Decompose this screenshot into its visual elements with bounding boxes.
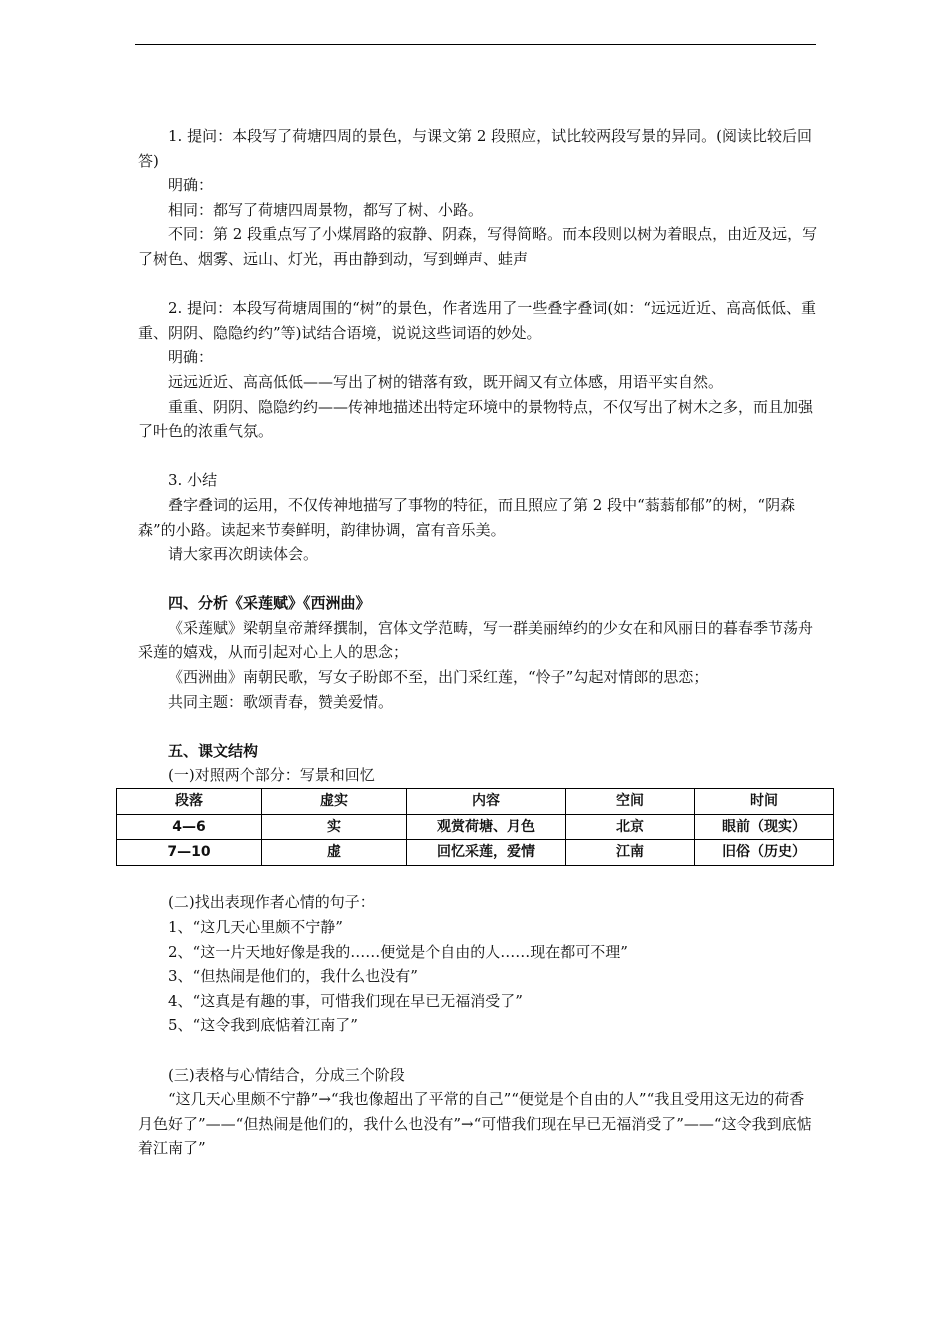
header-rule [135,44,816,45]
table-cell: 7—10 [117,840,262,866]
table-cell: 江南 [566,840,695,866]
table-header-row [117,789,834,815]
table-cell: 观赏荷塘、月色 [407,814,566,840]
table-header: 时间 [695,789,834,815]
table-row [117,840,834,866]
summary-heading: 3. 小结 [168,471,218,490]
summary-prompt: 请大家再次朗读体会。 [168,545,319,564]
answer-a: 远远近近、高高低低——写出了树的错落有致，既开阔又有立体感，用语平实自然。 [168,372,724,391]
table-header: 段落 [117,789,262,815]
summary-text: 叠字叠词的运用，不仅传神地描写了事物的特征，而且照应了第 2 段中“蓊蓊郁郁”的树，“阴森森”的小路。读起来节奏鲜明，韵律协调，富有音乐美。 [138,495,796,539]
list-item: 2、“这一片天地好像是我的……便觉是个自由的人……现在都可不理” [168,942,628,961]
subsection-1: (一)对照两个部分：写景和回忆 [168,766,375,785]
subsection-2: (二)找出表现作者心情的句子： [168,893,375,912]
table-cell: 眼前（现实） [695,814,834,840]
table-header: 内容 [407,789,566,815]
answer-diff: 不同：第 2 段重点写了小煤屑路的寂静、阴森，写得简略。而本段则以树为着眼点，由近及远，写了树色、烟雾、远山、灯光，再由静到动，写到蝉声、蛙声 [138,225,818,268]
table-row [117,814,834,840]
answer-label: 明确： [168,176,214,195]
table-cell: 旧俗（历史） [695,840,834,866]
answer-b: 重重、阴阴、隐隐约约——传神地描述出特定环境中的景物特点，不仅写出了树木之多，而且加强了叶色的浓重气氛。 [138,397,814,441]
subsection-3: (三)表格与心情结合，分成三个阶段 [168,1065,405,1084]
document-body [138,124,818,1161]
list-item: 3、“但热闹是他们的，我什么也没有” [168,967,418,986]
stages-summary: “这几天心里颇不宁静”→“我也像超出了平常的自己”“便觉是个自由的人”“我且受用这无边的荷香月色好了”——“但热闹是他们的，我什么也没有”→“可惜我们现在早已无福消受了”——“这令我到底惦着江南了” [138,1090,812,1158]
section-4-para: 《西洲曲》南朝民歌，写女子盼郎不至，出门采红莲，“怜子”勾起对情郎的思恋； [168,668,709,687]
section-5-heading: 五、课文结构 [168,741,259,760]
structure-table [116,788,834,866]
table-header: 虚实 [262,789,407,815]
list-item: 1、“这几天心里颇不宁静” [168,918,343,936]
table-cell: 实 [262,814,407,840]
table-cell: 4—6 [117,814,262,840]
table-cell: 虚 [262,840,407,866]
section-4-para: 共同主题：歌颂青春，赞美爱情。 [168,692,394,711]
answer-label: 明确： [168,348,214,367]
section-4-para: 《采莲赋》梁朝皇帝萧绎撰制，宫体文学范畴，写一群美丽绰约的少女在和风丽日的暮春季节荡舟采莲的嬉戏，从而引起对心上人的思念； [138,618,814,662]
list-item: 4、“这真是有趣的事，可惜我们现在早已无福消受了” [168,991,523,1010]
table-header: 空间 [566,789,695,815]
question-2: 2. 提问：本段写荷塘周围的“树”的景色，作者选用了一些叠字叠词(如：“远远近近、高高低低、重重、阴阴、隐隐约约”等)试结合语境，说说这些词语的妙处。 [138,299,816,342]
question-1: 1. 提问：本段写了荷塘四周的景色，与课文第 2 段照应，试比较两段写景的异同。(阅读比较后回答) [138,127,813,170]
table-cell: 北京 [566,814,695,840]
answer-same: 相同：都写了荷塘四周景物，都写了树、小路。 [168,200,484,219]
table-cell: 回忆采莲，爱情 [407,840,566,866]
section-4-heading: 四、分析《采莲赋》《西洲曲》 [168,594,371,613]
list-item: 5、“这令我到底惦着江南了” [168,1016,358,1035]
